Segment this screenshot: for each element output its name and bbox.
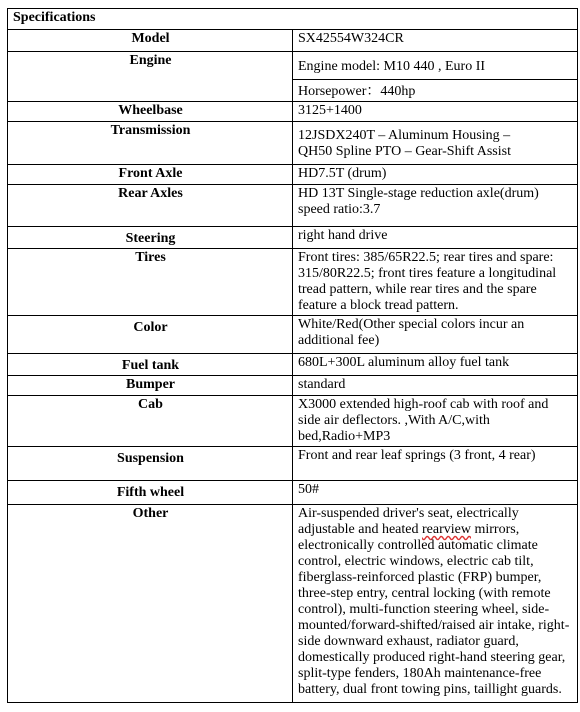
- other-text-flagged-word: rearview: [422, 522, 471, 537]
- row-label-model: Model: [8, 30, 293, 52]
- row-value-steering: right hand drive: [293, 227, 578, 249]
- row-value-tires: Front tires: 385/65R22.5; rear tires and spare: 315/80R22.5; front tires feature a longitudinal tread pattern, while rear tires and the spare feature a block tread pattern.: [293, 249, 578, 316]
- other-text-part-1: Air-suspended driver's seat, electrically adjustable and heated: [298, 506, 519, 537]
- table-row: [8, 102, 578, 122]
- table-row: [8, 165, 578, 185]
- table-row: [8, 396, 578, 447]
- row-label-cab: Cab: [8, 396, 293, 447]
- transmission-line-2: QH50 Spline PTO – Gear-Shift Assist: [298, 144, 511, 159]
- table-row: [8, 505, 578, 703]
- row-label-fifth-wheel: Fifth wheel: [8, 481, 293, 505]
- table-row: [8, 316, 578, 354]
- table-row: [8, 30, 578, 52]
- specifications-table: [7, 8, 578, 703]
- table-row: [8, 376, 578, 396]
- row-value-fifth-wheel: 50#: [293, 481, 578, 505]
- table-header-row: [8, 9, 578, 30]
- row-label-transmission: Transmission: [8, 122, 293, 165]
- row-label-bumper: Bumper: [8, 376, 293, 396]
- row-label-color: Color: [8, 316, 293, 354]
- row-value-engine-model: Engine model: M10 440 , Euro II: [293, 52, 578, 80]
- row-label-fuel-tank: Fuel tank: [8, 354, 293, 376]
- row-value-wheelbase: 3125+1400: [293, 102, 578, 122]
- row-value-bumper: standard: [293, 376, 578, 396]
- row-label-steering: Steering: [8, 227, 293, 249]
- row-value-transmission: [293, 122, 578, 165]
- row-value-front-axle: HD7.5T (drum): [293, 165, 578, 185]
- row-label-suspension: Suspension: [8, 447, 293, 481]
- table-row: [8, 185, 578, 227]
- table-row: [8, 447, 578, 481]
- other-text-part-2: mirrors, electronically controlled automatic climate control, electric windows, electric cab tilt, fiberglass-reinforced plastic (FRP) bumper, three-step entry, central locking (with remote control), multi-function steering wheel, side-mounted/forward-shifted/raised air intake, right-side downward exhaust, radiator guard, domestically produced right-hand steering gear, split-type fenders, 180Ah maintenance-free battery, dual front towing pins, taillight guards.: [298, 522, 570, 697]
- table-row: [8, 481, 578, 505]
- row-label-wheelbase: Wheelbase: [8, 102, 293, 122]
- table-title: Specifications: [8, 9, 578, 30]
- table-row: [8, 249, 578, 316]
- row-value-fuel-tank: 680L+300L aluminum alloy fuel tank: [293, 354, 578, 376]
- row-label-tires: Tires: [8, 249, 293, 316]
- table-row: [8, 122, 578, 165]
- row-value-suspension: Front and rear leaf springs (3 front, 4 rear): [293, 447, 578, 481]
- row-value-cab: X3000 extended high-roof cab with roof and side air deflectors. ,With A/C,with bed,Radio+MP3: [293, 396, 578, 447]
- row-label-other: Other: [8, 505, 293, 703]
- row-value-engine-horsepower: Horsepower：440hp: [293, 80, 578, 102]
- row-label-rear-axles: Rear Axles: [8, 185, 293, 227]
- row-value-rear-axles: HD 13T Single-stage reduction axle(drum) speed ratio:3.7: [293, 185, 578, 227]
- table-row: [8, 354, 578, 376]
- row-value-other: [293, 505, 578, 703]
- row-value-color: White/Red(Other special colors incur an additional fee): [293, 316, 578, 354]
- row-label-front-axle: Front Axle: [8, 165, 293, 185]
- table-row: [8, 52, 578, 80]
- transmission-line-1: 12JSDX240T – Aluminum Housing –: [298, 128, 511, 143]
- row-value-model: SX42554W324CR: [293, 30, 578, 52]
- row-label-engine: Engine: [8, 52, 293, 102]
- table-row: [8, 227, 578, 249]
